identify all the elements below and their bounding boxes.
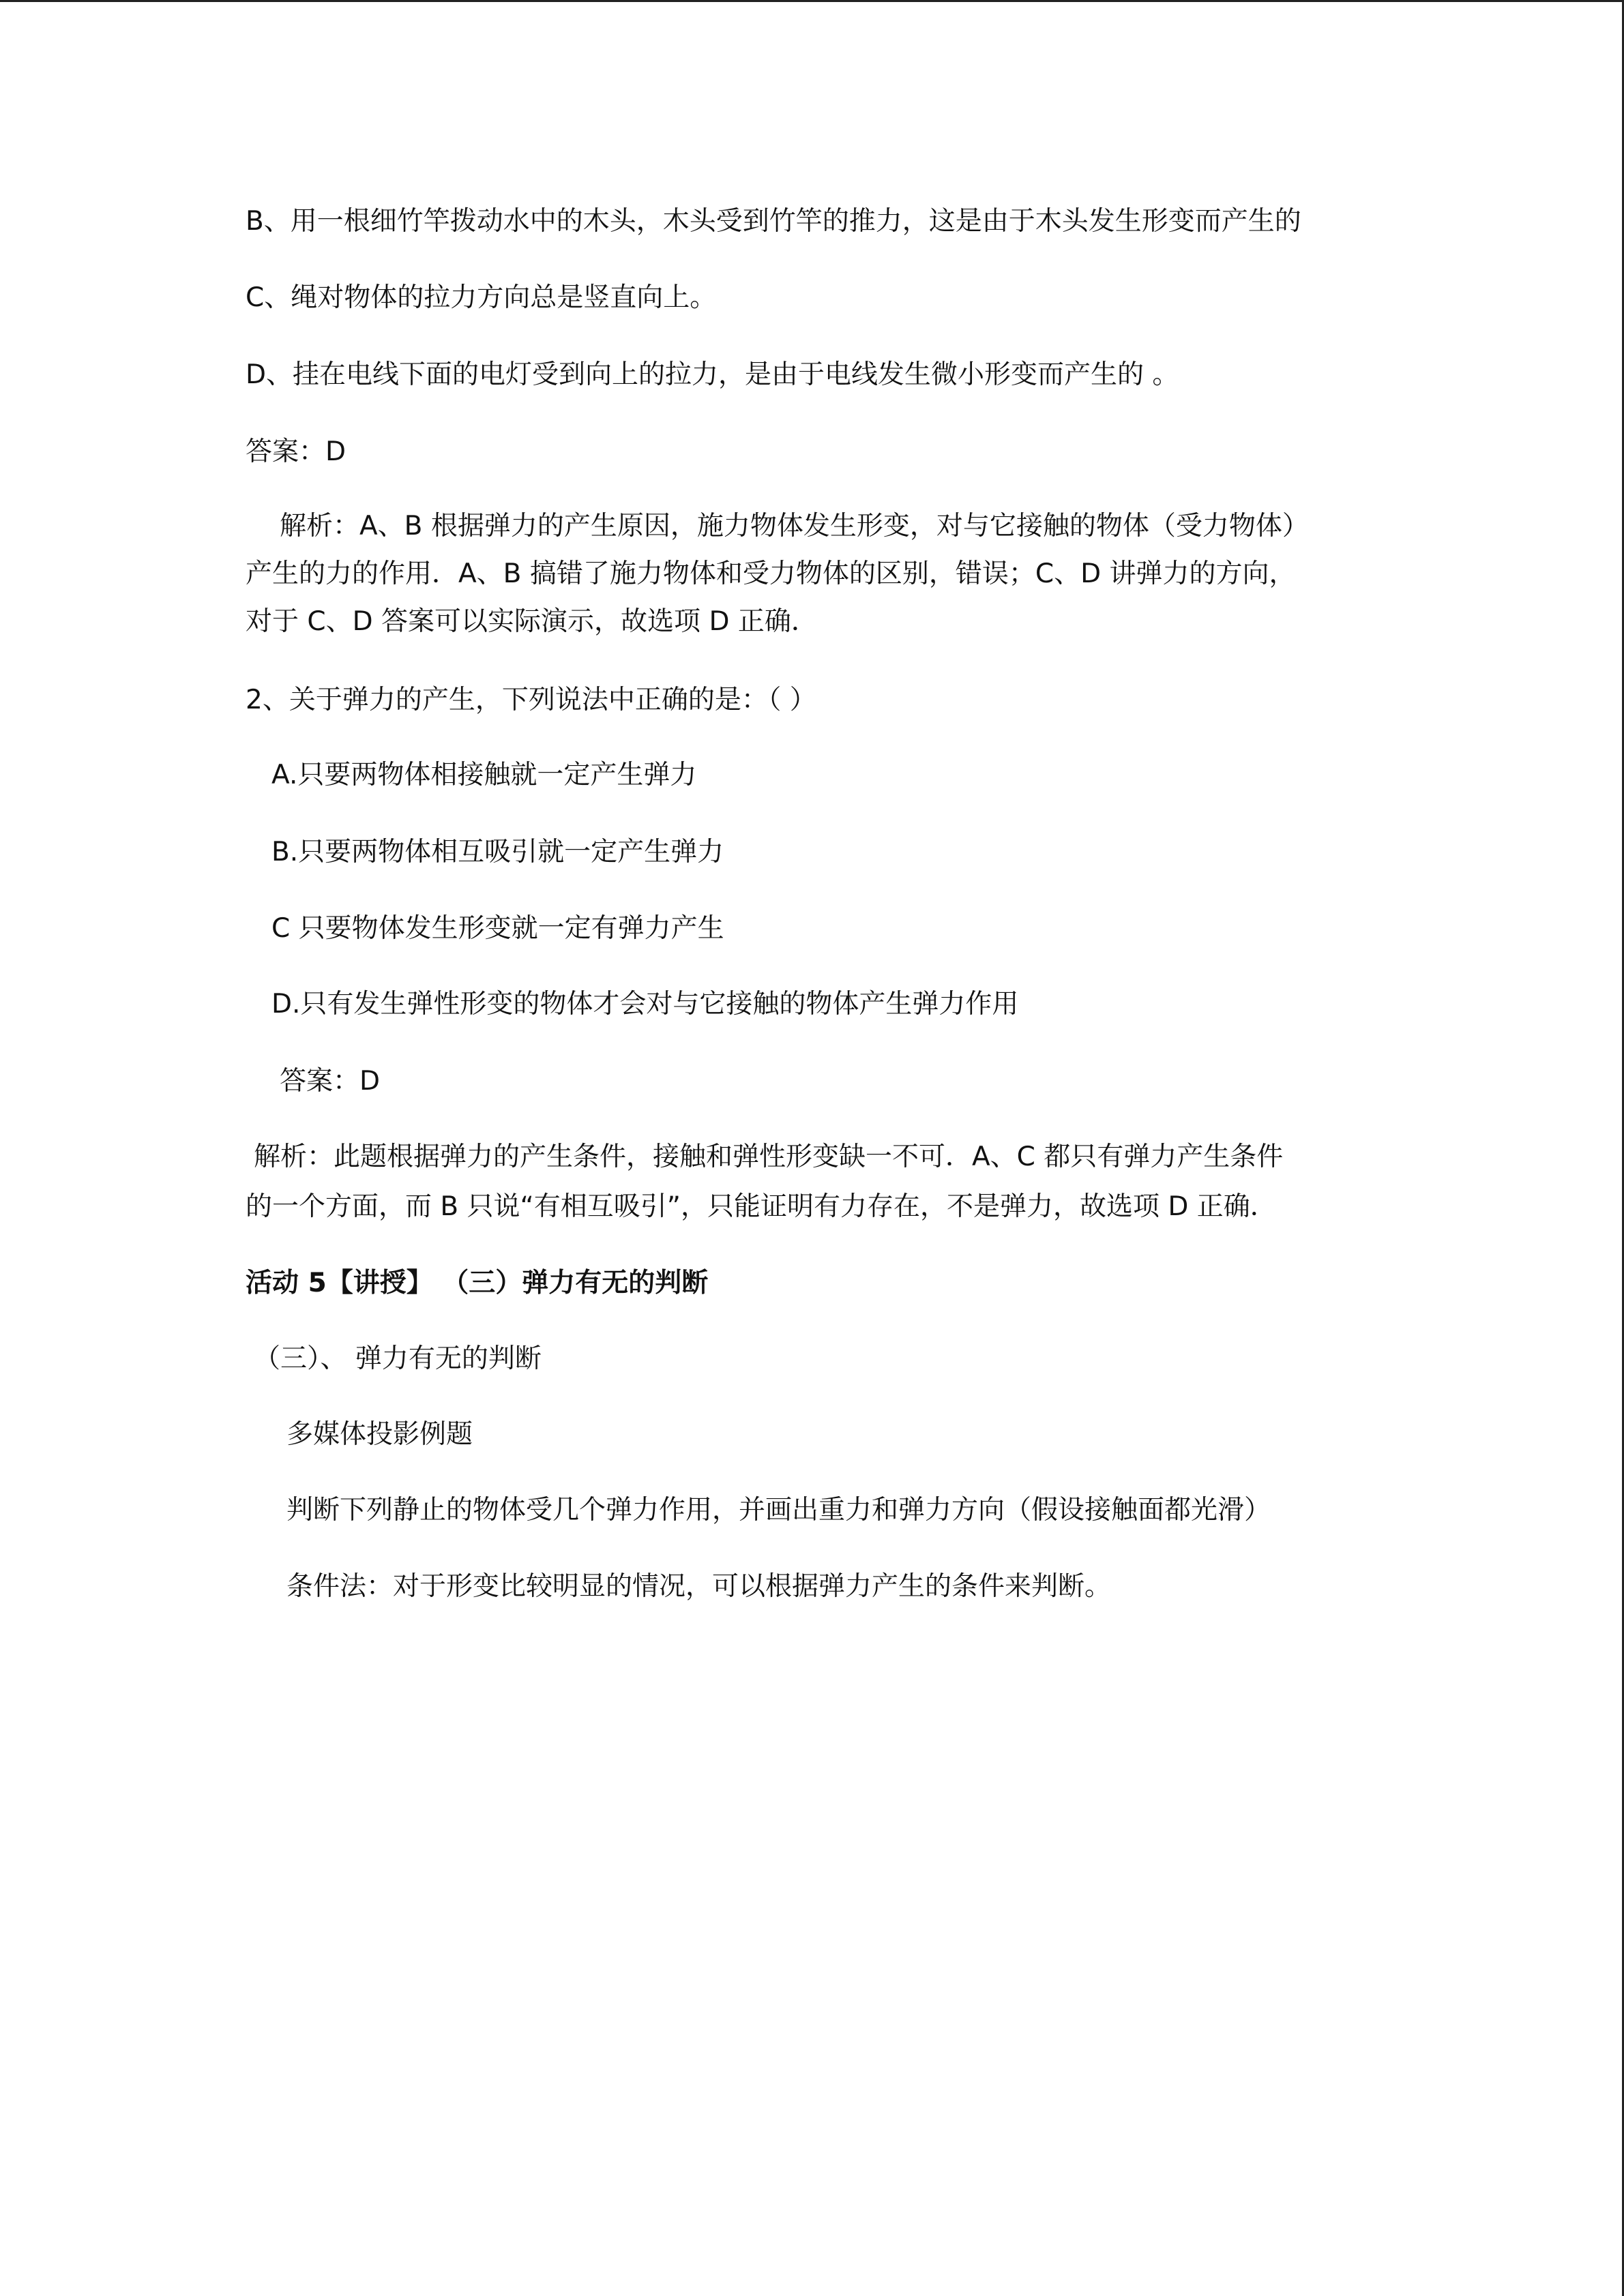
option-c-line: C、绳对物体的拉力方向总是竖直向上。 (246, 282, 717, 313)
analysis-2-line-2: 的一个方面，而 B 只说“有相互吸引”，只能证明有力存在，不是弹力，故选项 D 正确． (246, 1191, 1277, 1222)
q2-option-d: D.只有发生弹性形变的物体才会对与它接触的物体产生弹力作用 (271, 989, 1019, 1019)
analysis-2-line-1: 解析：此题根据弹力的产生条件，接触和弹性形变缺一不可．A、C 都只有弹力产生条件 (254, 1142, 1284, 1172)
judgment-task-line: 判断下列静止的物体受几个弹力作用，并画出重力和弹力方向（假设接触面都光滑） (286, 1495, 1271, 1525)
q2-option-b: B.只要两物体相互吸引就一定产生弹力 (271, 837, 724, 867)
section-heading: （三）、 弹力有无的判断 (254, 1343, 542, 1374)
q2-option-c: C 只要物体发生形变就一定有弹力产生 (271, 913, 724, 944)
activity-heading: 活动 5【讲授】 （三）弹力有无的判断 (246, 1268, 709, 1298)
analysis-1-line-2: 产生的力的作用．A、B 搞错了施力物体和受力物体的区别，错误；C、D 讲弹力的方向， (246, 558, 1296, 589)
answer-1: 答案：D (246, 436, 346, 467)
multimedia-line: 多媒体投影例题 (286, 1419, 473, 1450)
analysis-1-line-3: 对于 C、D 答案可以实际演示，故选项 D 正确． (246, 606, 818, 637)
option-b-line: B、用一根细竹竿拨动水中的木头，木头受到竹竿的推力，这是由于木头发生形变而产生的 (246, 206, 1301, 237)
option-d-line: D、挂在电线下面的电灯受到向上的拉力，是由于电线发生微小形变而产生的 。 (246, 359, 1179, 390)
question-2: 2、关于弹力的产生，下列说法中正确的是：（ ） (246, 685, 816, 715)
answer-2: 答案：D (280, 1066, 381, 1097)
condition-method-line: 条件法：对于形变比较明显的情况，可以根据弹力产生的条件来判断。 (286, 1571, 1112, 1602)
analysis-1-line-1: 解析：A、B 根据弹力的产生原因，施力物体发生形变，对与它接触的物体（受力物体） (280, 511, 1309, 541)
q2-option-a: A.只要两物体相接触就一定产生弹力 (271, 760, 697, 790)
